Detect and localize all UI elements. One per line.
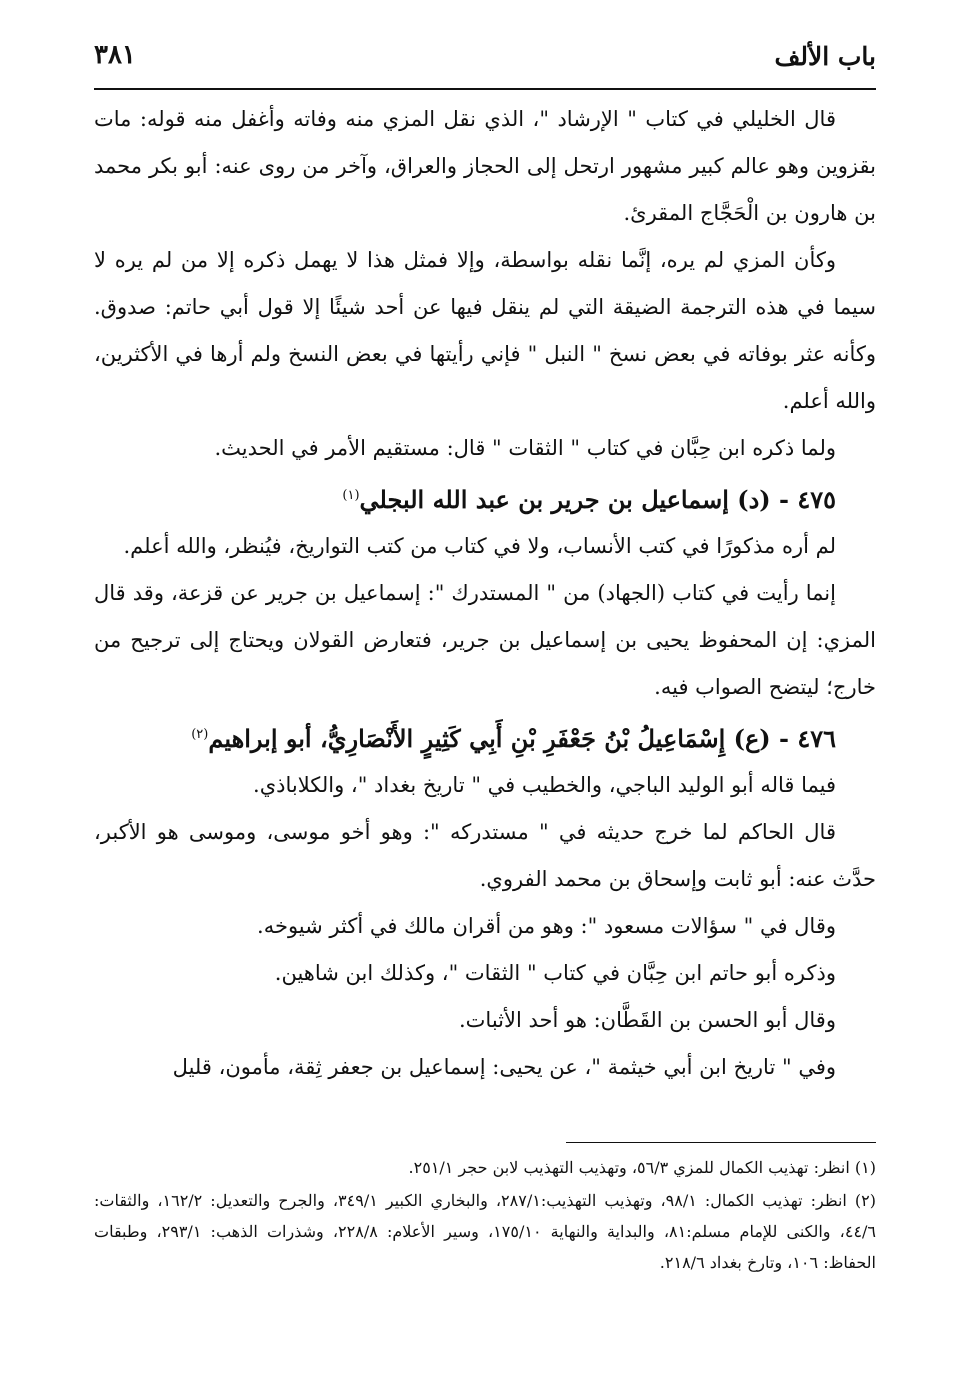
main-text — [94, 96, 876, 1091]
footnote-1: (١) انظر: تهذيب الكمال للمزي ٥٦/٣، وتهذيب التهذيب لابن حجر ٢٥١/١. — [408, 1158, 876, 1177]
entry-heading-text: ٤٧٦ - (ع) إِسْمَاعِيلُ بْنُ جَعْفَرِ بْنِ أَبِي كَثِيرٍ الأَنْصَارِيُّ، أبو إبراهيم — [208, 724, 836, 753]
entry-heading-text: ٤٧٥ - (د) إسماعيل بن جرير بن عبد الله البجلي — [359, 485, 836, 514]
chapter-title: باب الألف — [774, 42, 876, 71]
paragraph: فيما قاله أبو الوليد الباجي، والخطيب في " تاريخ بغداد "، والكلاباذي. — [253, 773, 836, 797]
entry-heading-476 — [94, 711, 876, 762]
footnotes — [94, 1152, 876, 1280]
page-header — [94, 38, 876, 88]
paragraph: وفي " تاريخ ابن أبي خيثمة "، عن يحيى: إسماعيل بن جعفر ثِقة، مأمون، قليل — [172, 1055, 836, 1079]
entry-heading-475 — [94, 472, 876, 523]
footnote-mark: (٢) — [191, 727, 209, 742]
paragraph: ولما ذكره ابن حِبَّان في كتاب " الثقات " قال: مستقيم الأمر في الحديث. — [214, 436, 836, 460]
footnote-divider — [566, 1142, 876, 1143]
paragraph: وكأن المزي لم يره، إنَّما نقله بواسطة، وإلا فمثل هذا لا يهمل ذكره إلا من لم يره لا سيما في هذه الترجمة الضيقة التي لم ينقل فيها عن أحد شيئًا إلا قول أبي حاتم: صدوق. وكأنه عثر بوفاته في بعض نسخ " النبل " فإني رأيتها في بعض النسخ ولم أرها في الأكثرين، والله أعلم. — [94, 248, 876, 413]
header-divider — [94, 88, 876, 90]
paragraph: وقال في " سؤالات مسعود ": وهو من أقران مالك في أكثر شيوخه. — [257, 914, 836, 938]
footnote-2: (٢) انظر: تهذيب الكمال: ٩٨/١، وتهذيب التهذيب:٢٨٧/١، والبخاري الكبير ٣٤٩/١، والجرح والتعديل: ١٦٢/٢، والثقات: ٤٤/٦، والكنى للإمام مسلم:٨١، والبداية والنهاية ١٧٥/١٠، وسير الأعلام: ٢٢٨/٨، وشذرات الذهب: ٢٩٣/١، وطبقات الحفاظ: ١٠٦، وتارخ بغداد ٢١٨/٦. — [94, 1191, 877, 1272]
paragraph: وقال أبو الحسن بن القَطَّان: هو أحد الأثبات. — [458, 1008, 836, 1032]
paragraph: لم أره مذكورًا في كتب الأنساب، ولا في كتاب من كتب التواريخ، فيُنظر، والله أعلم. — [123, 534, 836, 558]
paragraph: وذكره أبو حاتم ابن حِبَّان في كتاب " الثقات "، وكذلك ابن شاهين. — [274, 961, 836, 985]
page-number: ٣٨١ — [94, 40, 136, 70]
paragraph: إنما رأيت في كتاب (الجهاد) من " المستدرك ": إسماعيل بن جرير عن قزعة، وقد قال المزي: إن المحفوظ يحيى بن إسماعيل بن جرير، فتعارض القولان ويحتاج إلى ترجيح من خارج؛ ليتضح الصواب فيه. — [94, 581, 876, 699]
paragraph: قال الخليلي في كتاب " الإرشاد "، الذي نقل المزي منه وفاته وأغفل منه قوله: مات بقزوين وهو عالم كبير مشهور ارتحل إلى الحجاز والعراق، وآخر من روى عنه: أبو بكر محمد بن هارون بن الْحَجَّاج المقرئ. — [94, 107, 876, 225]
footnote-mark: (١) — [342, 488, 360, 503]
paragraph: قال الحاكم لما خرج حديثه في " مستدركه ": وهو أخو موسى، وموسى هو الأكبر، حدَّث عنه: أبو ثابت وإسحاق بن محمد الفروي. — [94, 820, 876, 891]
